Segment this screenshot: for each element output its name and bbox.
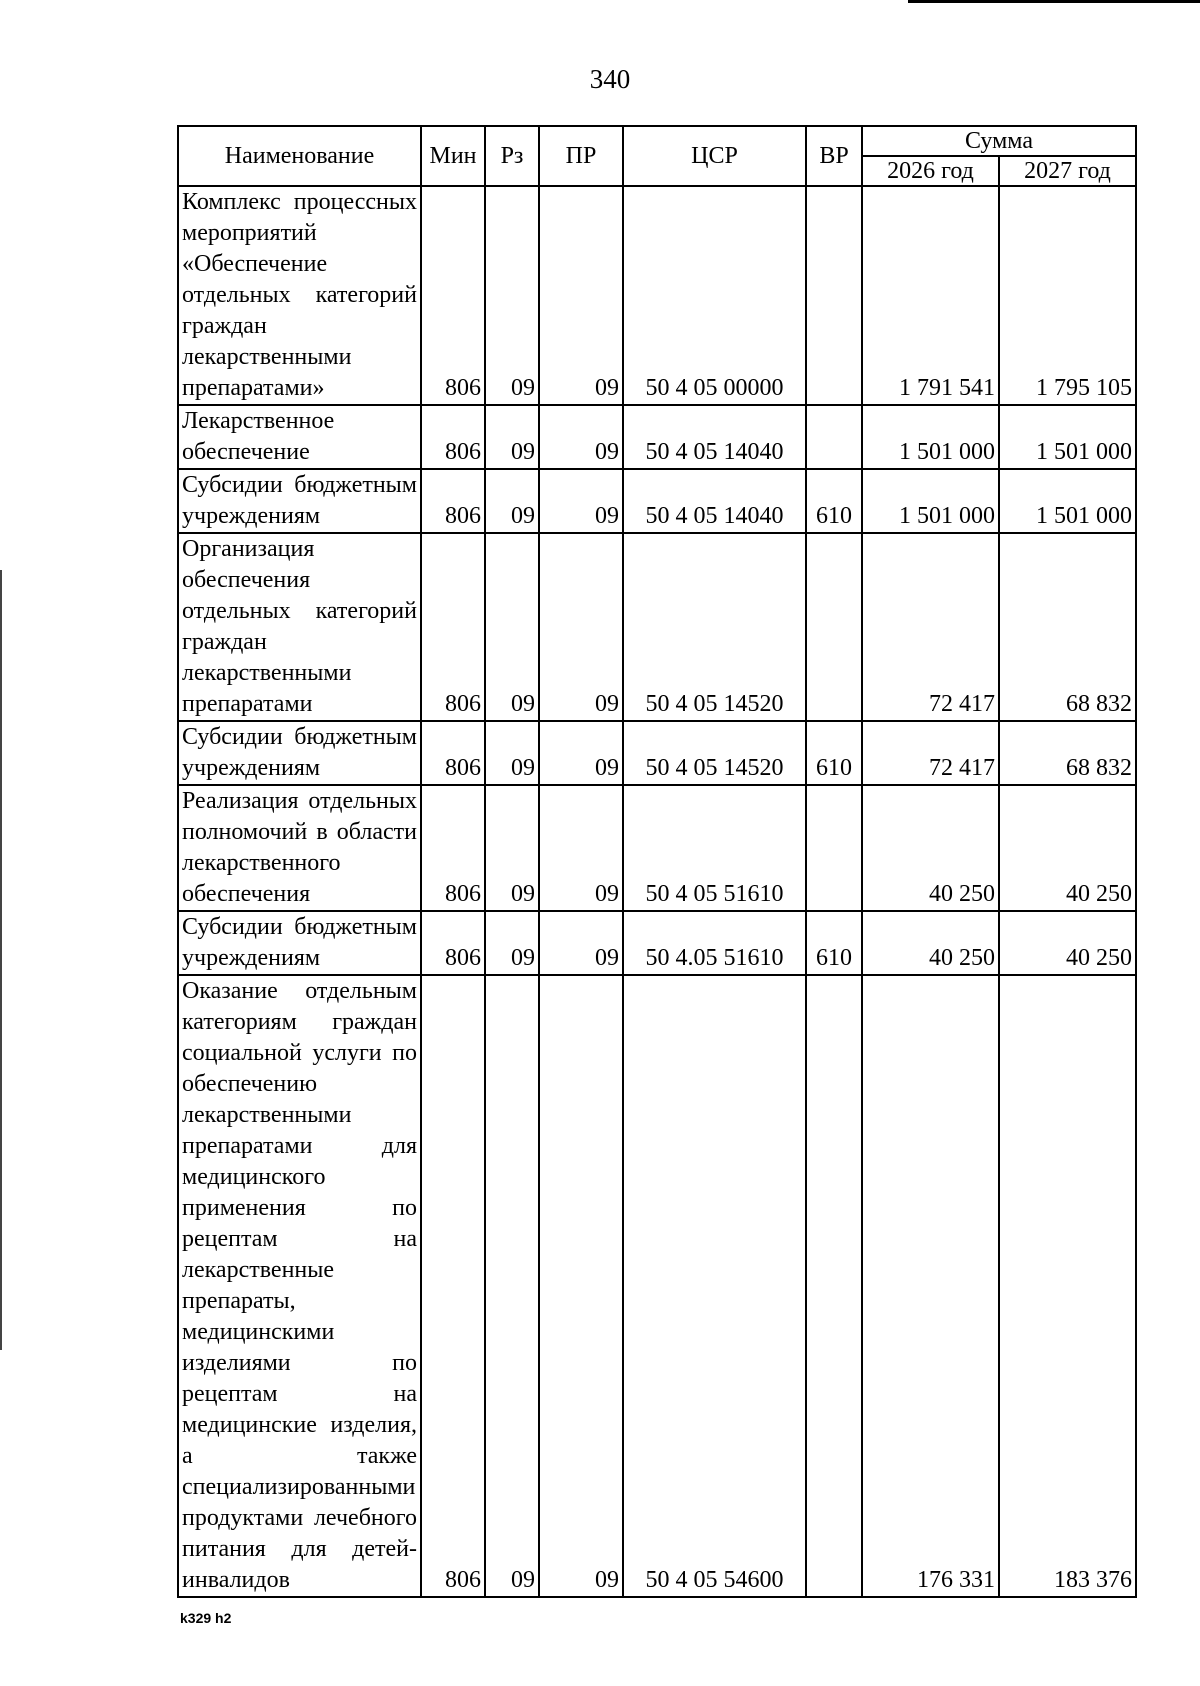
row-rz: 09	[485, 721, 539, 785]
row-rz: 09	[485, 911, 539, 975]
row-vr: 610	[806, 721, 862, 785]
row-rz: 09	[485, 186, 539, 405]
row-pr: 09	[539, 721, 623, 785]
row-csr: 50 4.05 51610	[623, 911, 806, 975]
row-pr: 09	[539, 186, 623, 405]
row-rz: 09	[485, 785, 539, 911]
row-sum-2026: 1 501 000	[862, 405, 999, 469]
row-sum-2026: 72 417	[862, 721, 999, 785]
row-pr: 09	[539, 911, 623, 975]
row-rz: 09	[485, 975, 539, 1597]
row-pr: 09	[539, 785, 623, 911]
row-sum-2026: 1 501 000	[862, 469, 999, 533]
row-vr	[806, 405, 862, 469]
row-sum-2027: 40 250	[999, 785, 1136, 911]
budget-table	[177, 125, 1137, 1598]
row-vr: 610	[806, 911, 862, 975]
table-row	[178, 721, 1136, 785]
table-row	[178, 469, 1136, 533]
row-vr	[806, 975, 862, 1597]
row-sum-2026: 40 250	[862, 785, 999, 911]
row-csr: 50 4 05 14040	[623, 469, 806, 533]
row-rz: 09	[485, 405, 539, 469]
row-name: Организация обеспечения отдельных категорий граждан лекарственными препаратами	[178, 533, 421, 721]
row-name: Лекарственное обеспечение	[178, 405, 421, 469]
header-pr: ПР	[539, 126, 623, 186]
row-min: 806	[421, 721, 485, 785]
row-sum-2026: 1 791 541	[862, 186, 999, 405]
table-header	[178, 126, 1136, 186]
row-vr: 610	[806, 469, 862, 533]
row-sum-2027: 1 501 000	[999, 405, 1136, 469]
scan-edge-top	[908, 0, 1200, 3]
row-min: 806	[421, 533, 485, 721]
row-sum-2026: 40 250	[862, 911, 999, 975]
row-min: 806	[421, 785, 485, 911]
row-vr	[806, 186, 862, 405]
row-sum-2027: 40 250	[999, 911, 1136, 975]
row-sum-2027: 68 832	[999, 533, 1136, 721]
header-year-2026: 2026 год	[862, 156, 999, 186]
row-sum-2026: 72 417	[862, 533, 999, 721]
header-name: Наименование	[178, 126, 421, 186]
row-min: 806	[421, 469, 485, 533]
table-row	[178, 186, 1136, 405]
row-name: Комплекс процессных мероприятий «Обеспечение отдельных категорий граждан лекарственными препаратами»	[178, 186, 421, 405]
table-row	[178, 533, 1136, 721]
table-row	[178, 911, 1136, 975]
row-name: Субсидии бюджетным учреждениям	[178, 721, 421, 785]
header-year-2027: 2027 год	[999, 156, 1136, 186]
header-csr: ЦСР	[623, 126, 806, 186]
row-csr: 50 4 05 14520	[623, 533, 806, 721]
table-row	[178, 975, 1136, 1597]
row-pr: 09	[539, 533, 623, 721]
table-row	[178, 785, 1136, 911]
row-pr: 09	[539, 975, 623, 1597]
row-rz: 09	[485, 469, 539, 533]
row-csr: 50 4 05 14520	[623, 721, 806, 785]
header-rz: Рз	[485, 126, 539, 186]
row-pr: 09	[539, 405, 623, 469]
row-name: Субсидии бюджетным учреждениям	[178, 911, 421, 975]
row-pr: 09	[539, 469, 623, 533]
page-number: 340	[589, 64, 631, 94]
header-sum: Сумма	[862, 126, 1136, 156]
header-min: Мин	[421, 126, 485, 186]
row-rz: 09	[485, 533, 539, 721]
row-sum-2027: 183 376	[999, 975, 1136, 1597]
row-vr	[806, 785, 862, 911]
row-csr: 50 4 05 51610	[623, 785, 806, 911]
footer-code: k329 h2	[180, 1610, 232, 1626]
row-sum-2026: 176 331	[862, 975, 999, 1597]
row-min: 806	[421, 405, 485, 469]
row-name: Оказание отдельным категориям граждан социальной услуги по обеспечению лекарственными препаратами для медицинского применения по рецептам на лекарственные препараты, медицинскими изделиями по рецептам на медицинские изделия, а также специализированными продуктами лечебного питания для детей-инвалидов	[178, 975, 421, 1597]
header-vr: ВР	[806, 126, 862, 186]
row-sum-2027: 1 501 000	[999, 469, 1136, 533]
row-sum-2027: 68 832	[999, 721, 1136, 785]
row-csr: 50 4 05 00000	[623, 186, 806, 405]
row-min: 806	[421, 975, 485, 1597]
row-min: 806	[421, 911, 485, 975]
table-body	[178, 186, 1136, 1597]
row-sum-2027: 1 795 105	[999, 186, 1136, 405]
table-row	[178, 405, 1136, 469]
row-csr: 50 4 05 54600	[623, 975, 806, 1597]
row-csr: 50 4 05 14040	[623, 405, 806, 469]
row-min: 806	[421, 186, 485, 405]
row-name: Реализация отдельных полномочий в области лекарственного обеспечения	[178, 785, 421, 911]
row-vr	[806, 533, 862, 721]
row-name: Субсидии бюджетным учреждениям	[178, 469, 421, 533]
scan-edge-left	[0, 570, 2, 1350]
